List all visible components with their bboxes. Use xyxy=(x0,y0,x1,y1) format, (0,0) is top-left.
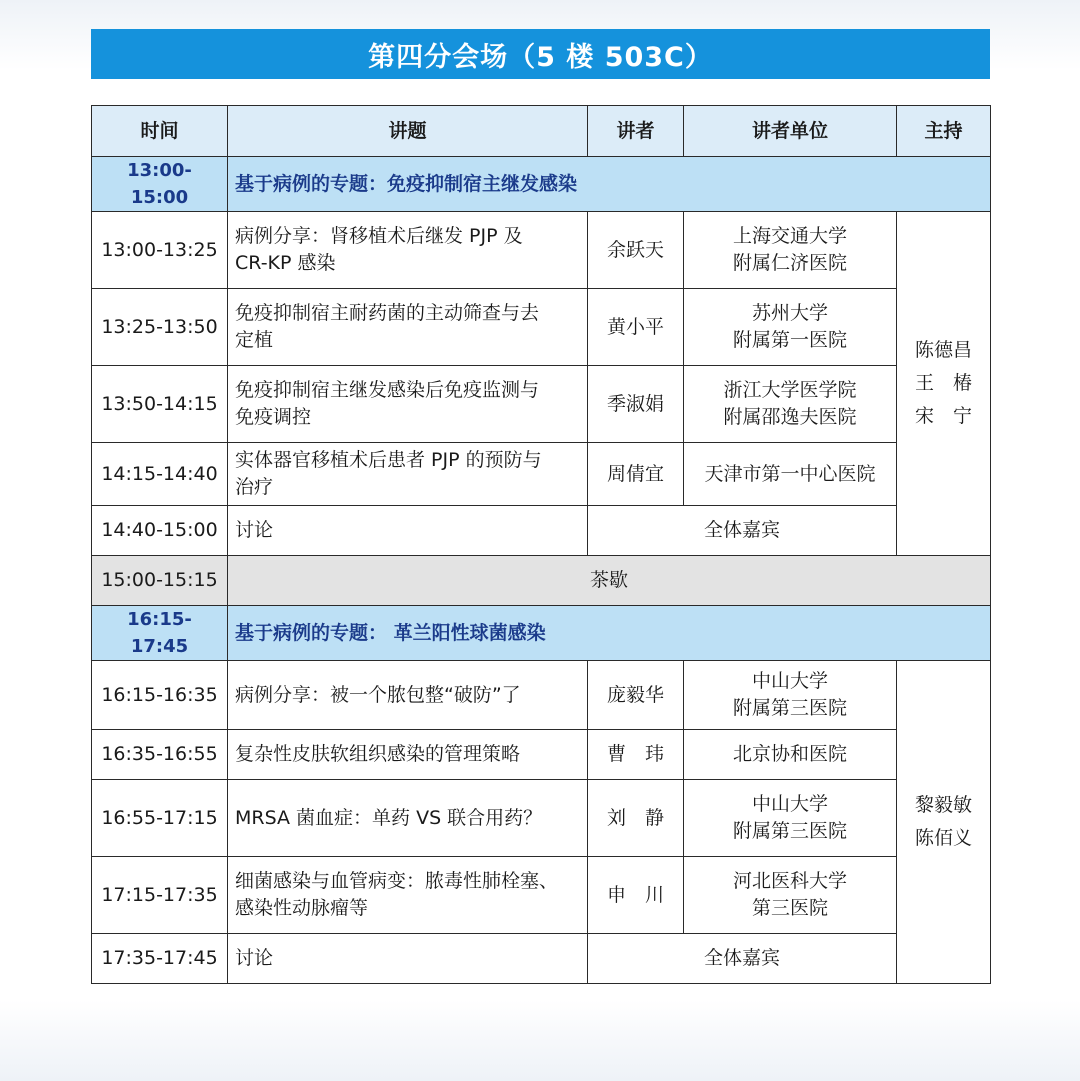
table-row xyxy=(92,443,991,506)
row-topic: 病例分享：肾移植术后继发 PJP 及 CR-KP 感染 xyxy=(228,212,588,289)
row-topic: 实体器官移植术后患者 PJP 的预防与 治疗 xyxy=(228,443,588,506)
host-cell xyxy=(897,661,991,984)
row-speaker: 全体嘉宾 xyxy=(588,506,897,556)
row-speaker: 庞毅华 xyxy=(588,661,684,730)
table-row xyxy=(92,780,991,857)
host-cell xyxy=(897,212,991,556)
row-topic: 讨论 xyxy=(228,934,588,984)
host-name: 王 椿 xyxy=(914,372,972,394)
row-speaker: 全体嘉宾 xyxy=(588,934,897,984)
header-speaker: 讲者 xyxy=(588,106,684,157)
row-speaker: 余跃天 xyxy=(588,212,684,289)
discussion-row xyxy=(92,506,991,556)
section-title: 基于病例的专题： 革兰阳性球菌感染 xyxy=(228,606,991,661)
session-title: 第四分会场（5 楼 503C） xyxy=(368,41,713,73)
row-topic: 病例分享：被一个脓包整“破防”了 xyxy=(228,661,588,730)
break-label: 茶歇 xyxy=(228,556,991,606)
section-time: 13:00-15:00 xyxy=(92,157,228,212)
row-speaker: 周倩宜 xyxy=(588,443,684,506)
table-row xyxy=(92,289,991,366)
row-unit: 中山大学 附属第三医院 xyxy=(684,661,897,730)
row-speaker: 黄小平 xyxy=(588,289,684,366)
row-time: 13:50-14:15 xyxy=(92,366,228,443)
table-row xyxy=(92,730,991,780)
header-topic: 讲题 xyxy=(228,106,588,157)
row-time: 17:35-17:45 xyxy=(92,934,228,984)
host-name: 黎毅敏 xyxy=(914,794,972,816)
row-speaker: 曹 玮 xyxy=(588,730,684,780)
host-name: 宋 宁 xyxy=(914,405,972,427)
row-time: 17:15-17:35 xyxy=(92,857,228,934)
row-unit: 河北医科大学 第三医院 xyxy=(684,857,897,934)
header-unit: 讲者单位 xyxy=(684,106,897,157)
section-row xyxy=(92,606,991,661)
section-row xyxy=(92,157,991,212)
row-topic: 复杂性皮肤软组织感染的管理策略 xyxy=(228,730,588,780)
row-time: 16:55-17:15 xyxy=(92,780,228,857)
host-name: 陈德昌 xyxy=(914,339,972,361)
row-time: 16:15-16:35 xyxy=(92,661,228,730)
row-speaker: 申 川 xyxy=(588,857,684,934)
section-title: 基于病例的专题：免疫抑制宿主继发感染 xyxy=(228,157,991,212)
row-unit: 中山大学 附属第三医院 xyxy=(684,780,897,857)
row-unit: 苏州大学 附属第一医院 xyxy=(684,289,897,366)
row-topic: 讨论 xyxy=(228,506,588,556)
table-row xyxy=(92,661,991,730)
row-time: 13:00-13:25 xyxy=(92,212,228,289)
break-row xyxy=(92,556,991,606)
header-time: 时间 xyxy=(92,106,228,157)
break-time: 15:00-15:15 xyxy=(92,556,228,606)
row-speaker: 刘 静 xyxy=(588,780,684,857)
host-name: 陈佰义 xyxy=(914,827,972,849)
row-time: 14:40-15:00 xyxy=(92,506,228,556)
header-row xyxy=(92,106,991,157)
row-time: 13:25-13:50 xyxy=(92,289,228,366)
row-topic: 免疫抑制宿主继发感染后免疫监测与 免疫调控 xyxy=(228,366,588,443)
row-unit: 北京协和医院 xyxy=(684,730,897,780)
schedule-table xyxy=(91,105,991,984)
table-row xyxy=(92,857,991,934)
row-unit: 天津市第一中心医院 xyxy=(684,443,897,506)
row-time: 16:35-16:55 xyxy=(92,730,228,780)
table-row xyxy=(92,212,991,289)
session-title-banner xyxy=(91,29,990,79)
row-topic: MRSA 菌血症：单药 VS 联合用药？ xyxy=(228,780,588,857)
discussion-row xyxy=(92,934,991,984)
row-unit: 上海交通大学 附属仁济医院 xyxy=(684,212,897,289)
row-topic: 免疫抑制宿主耐药菌的主动筛查与去 定植 xyxy=(228,289,588,366)
section-time: 16:15-17:45 xyxy=(92,606,228,661)
row-topic: 细菌感染与血管病变：脓毒性肺栓塞、 感染性动脉瘤等 xyxy=(228,857,588,934)
table-row xyxy=(92,366,991,443)
row-unit: 浙江大学医学院 附属邵逸夫医院 xyxy=(684,366,897,443)
header-host: 主持 xyxy=(897,106,991,157)
row-speaker: 季淑娟 xyxy=(588,366,684,443)
row-time: 14:15-14:40 xyxy=(92,443,228,506)
